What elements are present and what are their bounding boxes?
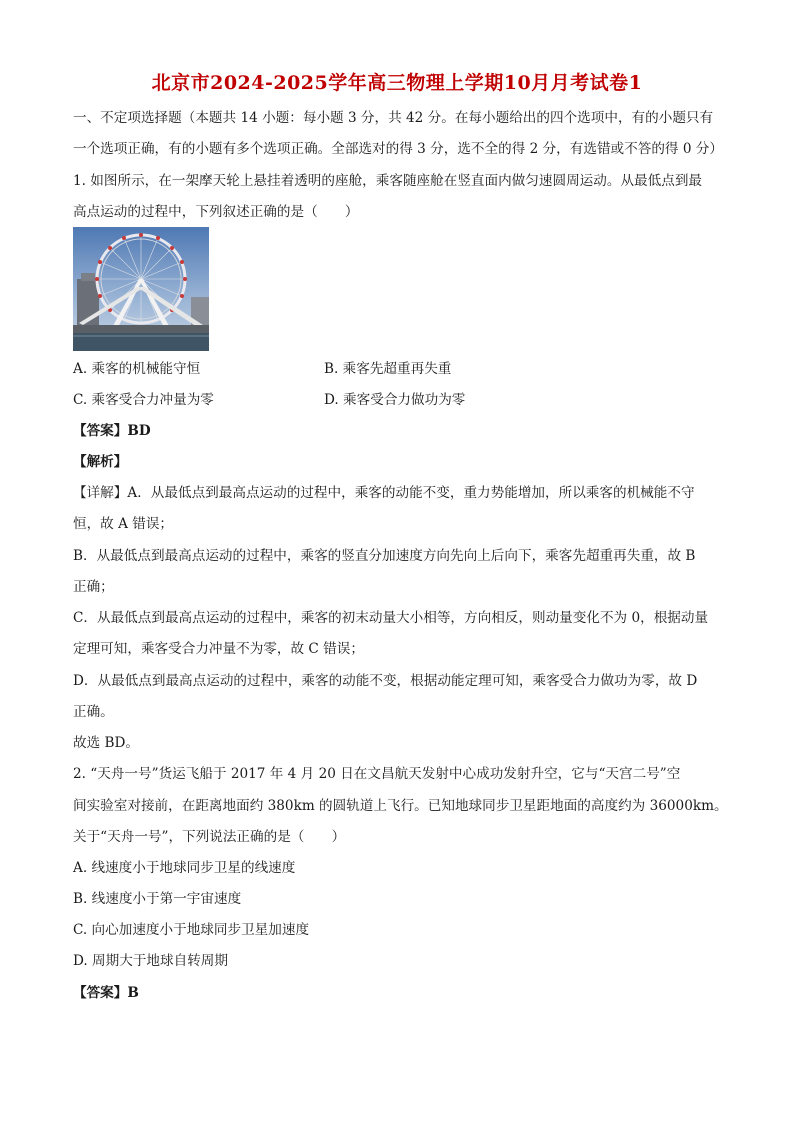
question-2-answer: 【答案】B [73,985,139,1001]
question-1-option-a: A. 乘客的机械能守恒 [73,361,201,377]
question-1-option-c: C. 乘客受合力冲量为零 [73,392,214,408]
question-1-answer: 【答案】BD [73,423,151,439]
page-title: 北京市2024-2025学年高三物理上学期10月月考试卷1 [151,72,643,94]
question-2-option-d: D. 周期大于地球自转周期 [73,953,228,969]
question-1-detail-line: B．从最低点到最高点运动的过程中，乘客的竖直分加速度方向先向上后向下，乘客先超重再失重，故 B [73,548,696,564]
question-2-stem: 间实验室对接前，在距离地面约 380km 的圆轨道上飞行。已知地球同步卫星距地面的高度约为 36000km。 [73,798,728,814]
question-1-detail-line: 正确。 [73,704,114,720]
question-1-detail-line: C．从最低点到最高点运动的过程中，乘客的初末动量大小相等，方向相反，则动量变化不为 0，根据动量 [73,610,709,626]
question-1-analysis-label: 【解析】 [73,454,128,470]
question-1-detail-line: D．从最低点到最高点运动的过程中，乘客的动能不变，根据动能定理可知，乘客受合力做功为零，故 D [73,673,698,689]
section-heading-line: 一、不定项选择题（本题共 14 小题：每小题 3 分，共 42 分。在每小题给出的四个选项中，有的小题只有 [73,110,714,126]
question-1-detail-line: 恒，故 A 错误； [73,516,174,532]
question-2-stem: 关于“天舟一号”，下列说法正确的是（ ） [73,829,346,845]
question-1-stem: 1. 如图所示，在一架摩天轮上悬挂着透明的座舱，乘客随座舱在竖直面内做匀速圆周运动。从最低点到最 [73,173,703,189]
question-1-detail-line: 正确； [73,579,114,595]
question-1-detail-line: 【详解】A．从最低点到最高点运动的过程中，乘客的动能不变，重力势能增加，所以乘客的机械能不守 [73,485,695,501]
question-2-option-a: A. 线速度小于地球同步卫星的线速度 [73,860,296,876]
question-1-detail-line: 定理可知，乘客受合力冲量不为零，故 C 错误； [73,641,364,657]
question-1-option-b: B. 乘客先超重再失重 [324,361,452,377]
question-2-option-b: B. 线速度小于第一宇宙速度 [73,891,242,907]
section-heading-line: 一个选项正确，有的小题有多个选项正确。全部选对的得 3 分，选不全的得 2 分，有选错或不答的得 0 分） [73,141,723,157]
question-1-detail-line: 故选 BD。 [73,735,139,751]
question-2-option-c: C. 向心加速度小于地球同步卫星加速度 [73,922,310,938]
question-2-stem: 2. “天舟一号”货运飞船于 2017 年 4 月 20 日在文昌航天发射中心成功发射升空，它与“天宫二号”空 [73,766,681,782]
question-1-stem: 高点运动的过程中，下列叙述正确的是（ ） [73,204,359,220]
ferris-wheel-photo [73,227,209,351]
question-1-option-d: D. 乘客受合力做功为零 [324,392,466,408]
